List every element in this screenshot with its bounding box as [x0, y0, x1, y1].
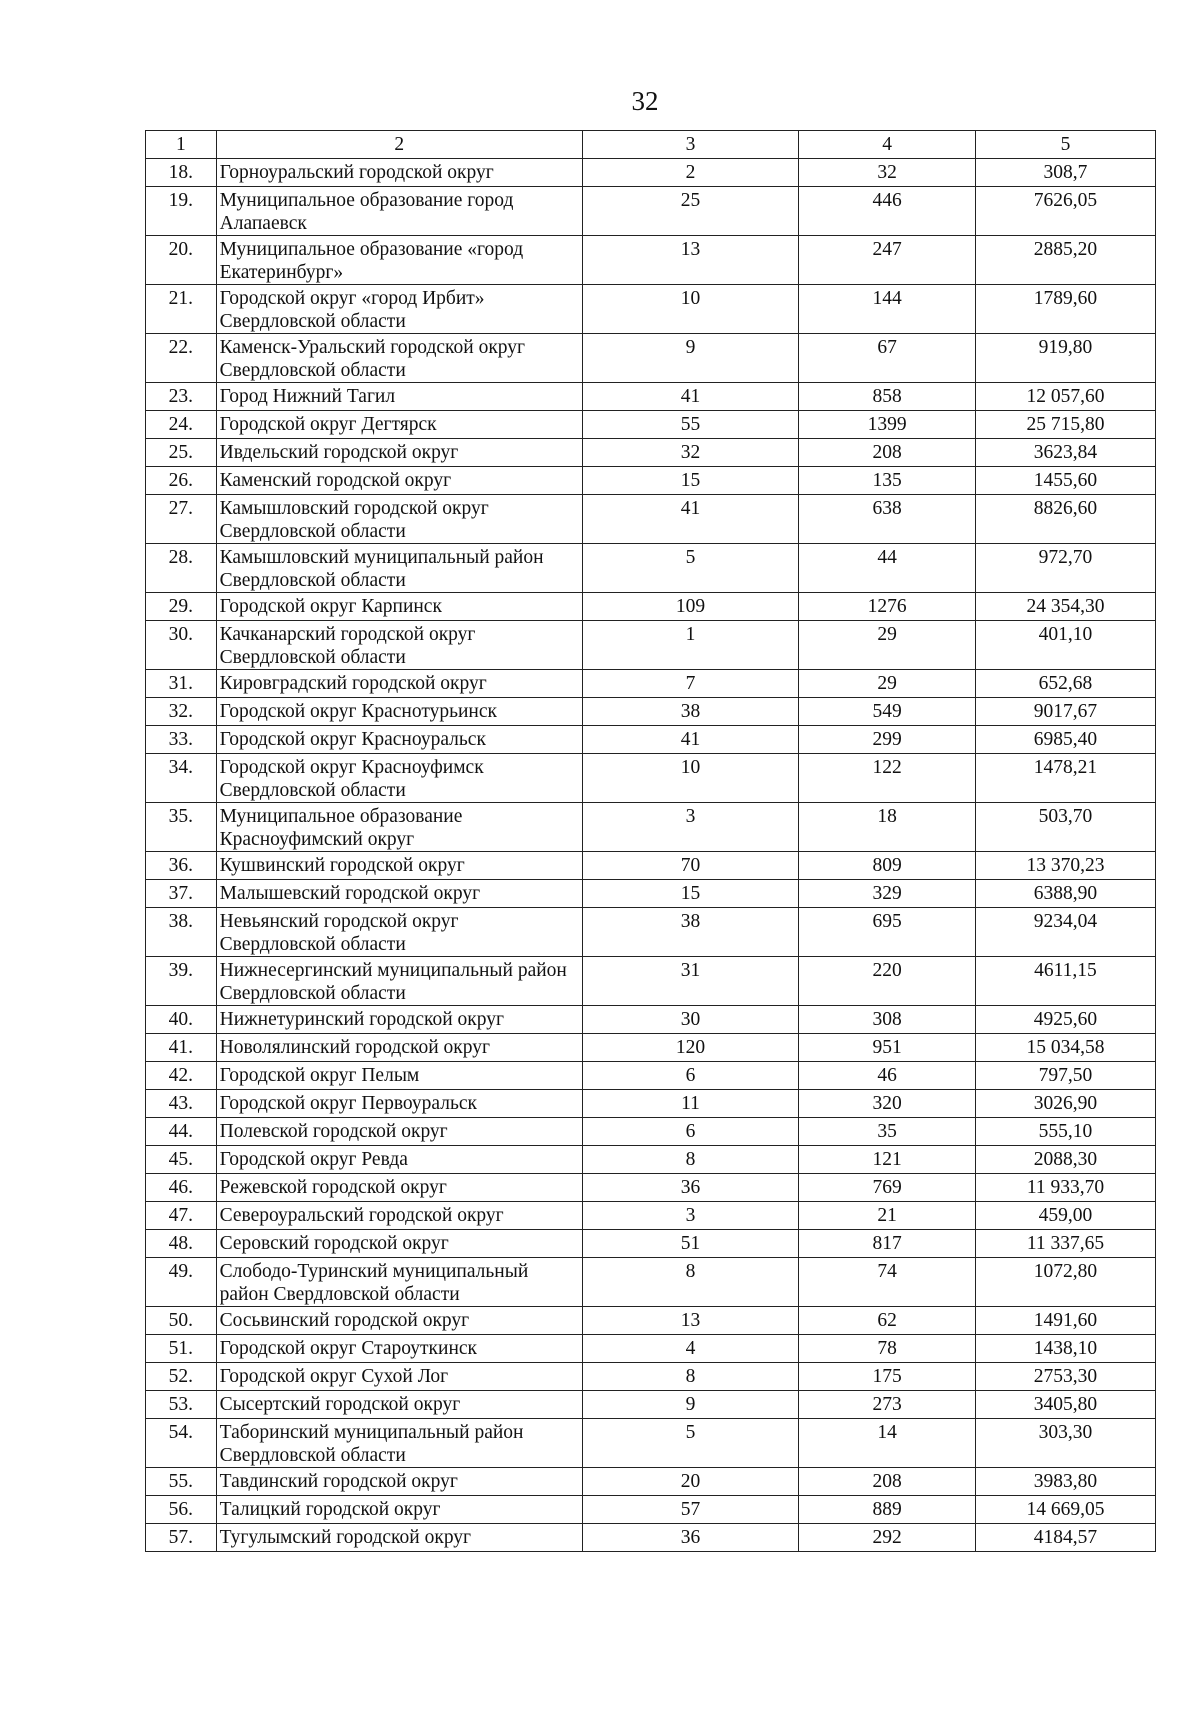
value-col-4: 144	[799, 285, 976, 334]
value-col-3: 9	[582, 334, 798, 383]
row-number: 28.	[146, 544, 217, 593]
table-row	[146, 1363, 1156, 1391]
value-col-4: 292	[799, 1524, 976, 1552]
municipality-name: Тугулымский городской округ	[216, 1524, 582, 1552]
municipality-name: Таборинский муниципальный район Свердловской области	[216, 1419, 582, 1468]
value-col-3: 57	[582, 1496, 798, 1524]
table-row	[146, 957, 1156, 1006]
municipality-name: Городской округ Красноуфимск Свердловской области	[216, 754, 582, 803]
value-col-5: 6985,40	[975, 726, 1155, 754]
row-number: 31.	[146, 670, 217, 698]
table-row	[146, 1524, 1156, 1552]
value-col-3: 13	[582, 236, 798, 285]
value-col-3: 8	[582, 1363, 798, 1391]
row-number: 36.	[146, 852, 217, 880]
value-col-4: 446	[799, 187, 976, 236]
row-number: 54.	[146, 1419, 217, 1468]
table-row	[146, 1307, 1156, 1335]
row-number: 44.	[146, 1118, 217, 1146]
value-col-4: 175	[799, 1363, 976, 1391]
value-col-4: 308	[799, 1006, 976, 1034]
row-number: 42.	[146, 1062, 217, 1090]
municipality-name: Городской округ Красноуральск	[216, 726, 582, 754]
value-col-5: 652,68	[975, 670, 1155, 698]
value-col-5: 3983,80	[975, 1468, 1155, 1496]
table-row	[146, 852, 1156, 880]
municipality-name: Тавдинский городской округ	[216, 1468, 582, 1496]
value-col-5: 24 354,30	[975, 593, 1155, 621]
value-col-4: 32	[799, 159, 976, 187]
municipality-name: Невьянский городской округ Свердловской области	[216, 908, 582, 957]
value-col-3: 13	[582, 1307, 798, 1335]
row-number: 30.	[146, 621, 217, 670]
value-col-3: 15	[582, 467, 798, 495]
municipality-name: Городской округ Староуткинск	[216, 1335, 582, 1363]
value-col-4: 1276	[799, 593, 976, 621]
value-col-5: 11 933,70	[975, 1174, 1155, 1202]
table-row	[146, 1034, 1156, 1062]
value-col-5: 2885,20	[975, 236, 1155, 285]
value-col-3: 1	[582, 621, 798, 670]
value-col-4: 638	[799, 495, 976, 544]
value-col-4: 817	[799, 1230, 976, 1258]
row-number: 26.	[146, 467, 217, 495]
header-col-1: 1	[146, 131, 217, 159]
value-col-3: 6	[582, 1062, 798, 1090]
table-row	[146, 439, 1156, 467]
row-number: 25.	[146, 439, 217, 467]
value-col-4: 858	[799, 383, 976, 411]
value-col-5: 919,80	[975, 334, 1155, 383]
value-col-3: 3	[582, 1202, 798, 1230]
table-row	[146, 621, 1156, 670]
municipality-name: Горноуральский городской округ	[216, 159, 582, 187]
header-col-3: 3	[582, 131, 798, 159]
municipality-name: Муниципальное образование Красноуфимский округ	[216, 803, 582, 852]
row-number: 50.	[146, 1307, 217, 1335]
value-col-5: 1491,60	[975, 1307, 1155, 1335]
municipality-name: Серовский городской округ	[216, 1230, 582, 1258]
value-col-5: 14 669,05	[975, 1496, 1155, 1524]
value-col-3: 120	[582, 1034, 798, 1062]
value-col-5: 797,50	[975, 1062, 1155, 1090]
value-col-3: 5	[582, 1419, 798, 1468]
municipality-name: Кировградский городской округ	[216, 670, 582, 698]
value-col-3: 70	[582, 852, 798, 880]
table-row	[146, 670, 1156, 698]
municipality-name: Новолялинский городской округ	[216, 1034, 582, 1062]
table-row	[146, 1202, 1156, 1230]
value-col-4: 46	[799, 1062, 976, 1090]
value-col-4: 44	[799, 544, 976, 593]
value-col-4: 220	[799, 957, 976, 1006]
table-row	[146, 544, 1156, 593]
row-number: 49.	[146, 1258, 217, 1307]
table-row	[146, 754, 1156, 803]
value-col-3: 15	[582, 880, 798, 908]
municipality-name: Городской округ Сухой Лог	[216, 1363, 582, 1391]
table-row	[146, 1090, 1156, 1118]
value-col-5: 1072,80	[975, 1258, 1155, 1307]
municipality-name: Североуральский городской округ	[216, 1202, 582, 1230]
value-col-4: 247	[799, 236, 976, 285]
value-col-5: 1478,21	[975, 754, 1155, 803]
municipality-name: Муниципальное образование «город Екатеринбург»	[216, 236, 582, 285]
municipality-name: Камышловский городской округ Свердловской области	[216, 495, 582, 544]
value-col-5: 401,10	[975, 621, 1155, 670]
value-col-3: 11	[582, 1090, 798, 1118]
municipality-name: Полевской городской округ	[216, 1118, 582, 1146]
value-col-4: 299	[799, 726, 976, 754]
row-number: 41.	[146, 1034, 217, 1062]
row-number: 32.	[146, 698, 217, 726]
table-row	[146, 187, 1156, 236]
value-col-3: 41	[582, 726, 798, 754]
row-number: 52.	[146, 1363, 217, 1391]
value-col-5: 308,7	[975, 159, 1155, 187]
header-col-4: 4	[799, 131, 976, 159]
municipality-name: Качканарский городской округ Свердловской области	[216, 621, 582, 670]
value-col-3: 41	[582, 383, 798, 411]
row-number: 57.	[146, 1524, 217, 1552]
value-col-3: 3	[582, 803, 798, 852]
row-number: 18.	[146, 159, 217, 187]
value-col-3: 31	[582, 957, 798, 1006]
municipality-name: Городской округ Первоуральск	[216, 1090, 582, 1118]
value-col-3: 8	[582, 1258, 798, 1307]
value-col-5: 972,70	[975, 544, 1155, 593]
value-col-3: 10	[582, 285, 798, 334]
header-col-2: 2	[216, 131, 582, 159]
value-col-5: 555,10	[975, 1118, 1155, 1146]
table-row	[146, 1391, 1156, 1419]
table-row	[146, 698, 1156, 726]
municipality-name: Каменский городской округ	[216, 467, 582, 495]
value-col-4: 67	[799, 334, 976, 383]
table-row	[146, 1230, 1156, 1258]
value-col-4: 29	[799, 621, 976, 670]
value-col-5: 303,30	[975, 1419, 1155, 1468]
value-col-5: 7626,05	[975, 187, 1155, 236]
table-row	[146, 1258, 1156, 1307]
value-col-4: 35	[799, 1118, 976, 1146]
value-col-5: 2088,30	[975, 1146, 1155, 1174]
table-row	[146, 593, 1156, 621]
value-col-3: 36	[582, 1524, 798, 1552]
municipality-name: Каменск-Уральский городской округ Свердловской области	[216, 334, 582, 383]
value-col-5: 9234,04	[975, 908, 1155, 957]
value-col-5: 25 715,80	[975, 411, 1155, 439]
municipality-name: Городской округ Краснотурьинск	[216, 698, 582, 726]
row-number: 43.	[146, 1090, 217, 1118]
table-row	[146, 726, 1156, 754]
municipality-name: Муниципальное образование город Алапаевск	[216, 187, 582, 236]
value-col-3: 38	[582, 908, 798, 957]
value-col-3: 6	[582, 1118, 798, 1146]
value-col-5: 1455,60	[975, 467, 1155, 495]
row-number: 38.	[146, 908, 217, 957]
value-col-5: 1789,60	[975, 285, 1155, 334]
value-col-4: 695	[799, 908, 976, 957]
municipality-name: Талицкий городской округ	[216, 1496, 582, 1524]
municipality-name: Сосьвинский городской округ	[216, 1307, 582, 1335]
data-table	[145, 130, 1156, 1552]
municipality-name: Режевской городской округ	[216, 1174, 582, 1202]
row-number: 39.	[146, 957, 217, 1006]
value-col-4: 29	[799, 670, 976, 698]
value-col-5: 459,00	[975, 1202, 1155, 1230]
row-number: 35.	[146, 803, 217, 852]
value-col-4: 320	[799, 1090, 976, 1118]
value-col-5: 3026,90	[975, 1090, 1155, 1118]
row-number: 34.	[146, 754, 217, 803]
table-row	[146, 495, 1156, 544]
header-col-5: 5	[975, 131, 1155, 159]
table-row	[146, 467, 1156, 495]
value-col-4: 14	[799, 1419, 976, 1468]
municipality-name: Нижнесергинский муниципальный район Свердловской области	[216, 957, 582, 1006]
municipality-name: Городской округ Ревда	[216, 1146, 582, 1174]
value-col-3: 32	[582, 439, 798, 467]
value-col-4: 889	[799, 1496, 976, 1524]
row-number: 53.	[146, 1391, 217, 1419]
value-col-5: 1438,10	[975, 1335, 1155, 1363]
table-row	[146, 1006, 1156, 1034]
row-number: 21.	[146, 285, 217, 334]
value-col-3: 30	[582, 1006, 798, 1034]
page-number: 32	[631, 86, 659, 116]
table-row	[146, 1419, 1156, 1468]
table-row	[146, 1062, 1156, 1090]
value-col-5: 12 057,60	[975, 383, 1155, 411]
value-col-5: 15 034,58	[975, 1034, 1155, 1062]
value-col-3: 5	[582, 544, 798, 593]
value-col-4: 74	[799, 1258, 976, 1307]
table-row	[146, 1335, 1156, 1363]
row-number: 48.	[146, 1230, 217, 1258]
table-row	[146, 236, 1156, 285]
municipality-name: Городской округ Пелым	[216, 1062, 582, 1090]
value-col-4: 329	[799, 880, 976, 908]
table-row	[146, 383, 1156, 411]
table-row	[146, 1496, 1156, 1524]
value-col-4: 809	[799, 852, 976, 880]
municipality-name: Городской округ Дегтярск	[216, 411, 582, 439]
row-number: 29.	[146, 593, 217, 621]
value-col-3: 7	[582, 670, 798, 698]
row-number: 40.	[146, 1006, 217, 1034]
row-number: 45.	[146, 1146, 217, 1174]
value-col-4: 121	[799, 1146, 976, 1174]
value-col-4: 549	[799, 698, 976, 726]
row-number: 46.	[146, 1174, 217, 1202]
value-col-5: 2753,30	[975, 1363, 1155, 1391]
value-col-4: 208	[799, 1468, 976, 1496]
table-row	[146, 803, 1156, 852]
value-col-5: 13 370,23	[975, 852, 1155, 880]
row-number: 47.	[146, 1202, 217, 1230]
table-row	[146, 1468, 1156, 1496]
value-col-3: 36	[582, 1174, 798, 1202]
municipality-name: Малышевский городской округ	[216, 880, 582, 908]
row-number: 20.	[146, 236, 217, 285]
row-number: 19.	[146, 187, 217, 236]
municipality-name: Кушвинский городской округ	[216, 852, 582, 880]
value-col-3: 55	[582, 411, 798, 439]
table-row	[146, 1174, 1156, 1202]
value-col-4: 21	[799, 1202, 976, 1230]
value-col-5: 8826,60	[975, 495, 1155, 544]
municipality-name: Город Нижний Тагил	[216, 383, 582, 411]
value-col-4: 18	[799, 803, 976, 852]
row-number: 22.	[146, 334, 217, 383]
value-col-5: 3405,80	[975, 1391, 1155, 1419]
value-col-3: 25	[582, 187, 798, 236]
value-col-3: 9	[582, 1391, 798, 1419]
value-col-5: 11 337,65	[975, 1230, 1155, 1258]
table-row	[146, 411, 1156, 439]
row-number: 27.	[146, 495, 217, 544]
value-col-5: 503,70	[975, 803, 1155, 852]
value-col-4: 1399	[799, 411, 976, 439]
value-col-3: 51	[582, 1230, 798, 1258]
value-col-4: 769	[799, 1174, 976, 1202]
value-col-5: 4925,60	[975, 1006, 1155, 1034]
value-col-5: 6388,90	[975, 880, 1155, 908]
row-number: 33.	[146, 726, 217, 754]
table-row	[146, 334, 1156, 383]
header-row	[146, 131, 1156, 159]
value-col-5: 3623,84	[975, 439, 1155, 467]
municipality-name: Камышловский муниципальный район Свердловской области	[216, 544, 582, 593]
value-col-4: 951	[799, 1034, 976, 1062]
value-col-3: 20	[582, 1468, 798, 1496]
value-col-4: 208	[799, 439, 976, 467]
table-row	[146, 1146, 1156, 1174]
value-col-4: 273	[799, 1391, 976, 1419]
table-row	[146, 880, 1156, 908]
row-number: 24.	[146, 411, 217, 439]
table-row	[146, 1118, 1156, 1146]
row-number: 23.	[146, 383, 217, 411]
row-number: 37.	[146, 880, 217, 908]
municipality-name: Городской округ «город Ирбит» Свердловской области	[216, 285, 582, 334]
value-col-4: 122	[799, 754, 976, 803]
value-col-3: 41	[582, 495, 798, 544]
value-col-4: 135	[799, 467, 976, 495]
value-col-3: 10	[582, 754, 798, 803]
value-col-3: 4	[582, 1335, 798, 1363]
row-number: 51.	[146, 1335, 217, 1363]
value-col-5: 4184,57	[975, 1524, 1155, 1552]
value-col-4: 78	[799, 1335, 976, 1363]
value-col-3: 2	[582, 159, 798, 187]
table-row	[146, 285, 1156, 334]
table-row	[146, 908, 1156, 957]
municipality-name: Городской округ Карпинск	[216, 593, 582, 621]
value-col-3: 8	[582, 1146, 798, 1174]
value-col-5: 9017,67	[975, 698, 1155, 726]
value-col-3: 109	[582, 593, 798, 621]
municipality-name: Сысертский городской округ	[216, 1391, 582, 1419]
municipality-name: Ивдельский городской округ	[216, 439, 582, 467]
table-row	[146, 159, 1156, 187]
municipality-name: Нижнетуринский городской округ	[216, 1006, 582, 1034]
value-col-3: 38	[582, 698, 798, 726]
row-number: 55.	[146, 1468, 217, 1496]
municipality-name: Слободо-Туринский муниципальный район Свердловской области	[216, 1258, 582, 1307]
row-number: 56.	[146, 1496, 217, 1524]
value-col-4: 62	[799, 1307, 976, 1335]
value-col-5: 4611,15	[975, 957, 1155, 1006]
